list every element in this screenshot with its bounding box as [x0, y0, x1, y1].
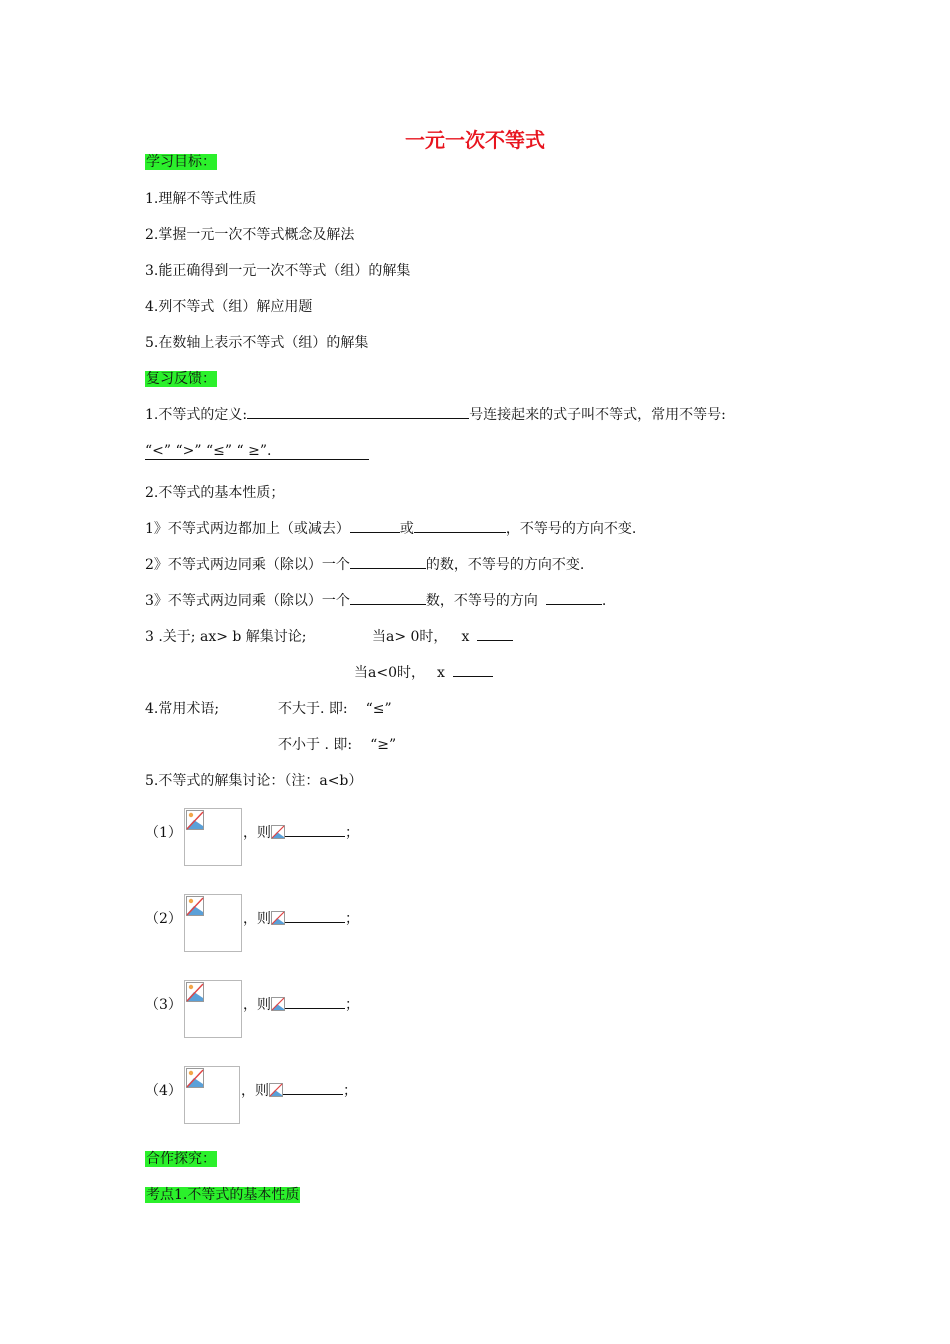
definition-blank[interactable]: [247, 404, 469, 419]
definition-prefix: 1.不等式的定义:: [145, 407, 248, 423]
property-3: 3》不等式两边同乘（除以）一个 数，不等号的方向 .: [145, 590, 606, 610]
property-2: 2》不等式两边同乘（除以）一个 的数，不等号的方向不变.: [145, 554, 584, 574]
definition-suffix: 号连接起来的式子叫不等式，常用不等号:: [469, 407, 726, 423]
property-heading: 2.不等式的基本性质；: [145, 485, 285, 501]
property-3-blank-a[interactable]: [350, 590, 426, 605]
property-2-blank[interactable]: [350, 554, 426, 569]
symbols-line: [145, 443, 369, 460]
review-heading: 复习反馈：: [146, 371, 216, 387]
broken-image-icon: [271, 825, 285, 839]
discussion-3-case-positive: 当a> 0时， x: [372, 626, 513, 646]
broken-image-icon: [186, 810, 204, 830]
case-3-then: ，则 ；: [243, 994, 359, 1014]
goal-item-2: 2.掌握一元一次不等式概念及解法: [145, 227, 355, 243]
case-2-blank[interactable]: [285, 908, 345, 923]
case-3-blank[interactable]: [285, 994, 345, 1009]
case-1-blank[interactable]: [285, 822, 345, 837]
positive-case-blank[interactable]: [477, 626, 513, 641]
case-2-then: ，则 ；: [243, 908, 359, 928]
property-1-blank-a[interactable]: [350, 518, 400, 533]
coop-heading: 合作探究：: [146, 1151, 216, 1167]
case-4-then: ，则 ；: [241, 1080, 357, 1100]
property-1: 1》不等式两边都加上（或减去） 或 ，不等号的方向不变.: [145, 518, 636, 538]
broken-image-icon: [271, 911, 285, 925]
goals-heading: 学习目标：: [146, 154, 216, 170]
discussion-3-case-negative: 当a<0时， x: [354, 662, 493, 682]
case-4-image: [184, 1066, 240, 1124]
discussion-3-line-1: 3 .关于; ax> b 解集讨论;: [145, 629, 307, 645]
point-1-heading: 考点1.不等式的基本性质: [146, 1187, 300, 1203]
case-1-label: （1）: [145, 825, 182, 841]
property-3-blank-b[interactable]: [546, 590, 602, 605]
broken-image-icon: [269, 1083, 283, 1097]
broken-image-icon: [186, 982, 204, 1002]
case-3-image: [184, 980, 242, 1038]
case-1-then: ，则 ；: [243, 822, 359, 842]
symbols-text: “<” “>” “≤” “ ≥”.: [145, 443, 369, 460]
case-4-blank[interactable]: [283, 1080, 343, 1095]
case-1-image: [184, 808, 242, 866]
negative-case-blank[interactable]: [453, 662, 493, 677]
goal-item-1: 1.理解不等式性质: [145, 191, 257, 207]
case-3-label: （3）: [145, 997, 182, 1013]
case-4-label: （4）: [145, 1083, 182, 1099]
solution-set-heading: 5.不等式的解集讨论：（注：a<b）: [145, 773, 363, 789]
page-title: 一元一次不等式: [405, 128, 545, 152]
case-2-image: [184, 894, 242, 952]
case-2-label: （2）: [145, 911, 182, 927]
definition-line: [145, 404, 726, 424]
terms-label: 4.常用术语;: [145, 701, 220, 717]
goal-item-5: 5.在数轴上表示不等式（组）的解集: [145, 335, 369, 351]
property-1-blank-b[interactable]: [414, 518, 506, 533]
term-not-greater: 不大于. 即: “≤”: [278, 701, 392, 717]
goal-item-3: 3.能正确得到一元一次不等式（组）的解集: [145, 263, 411, 279]
goal-item-4: 4.列不等式（组）解应用题: [145, 299, 313, 315]
broken-image-icon: [271, 997, 285, 1011]
term-not-less: 不小于 . 即: “≥”: [278, 737, 397, 753]
broken-image-icon: [186, 1068, 204, 1088]
broken-image-icon: [186, 896, 204, 916]
